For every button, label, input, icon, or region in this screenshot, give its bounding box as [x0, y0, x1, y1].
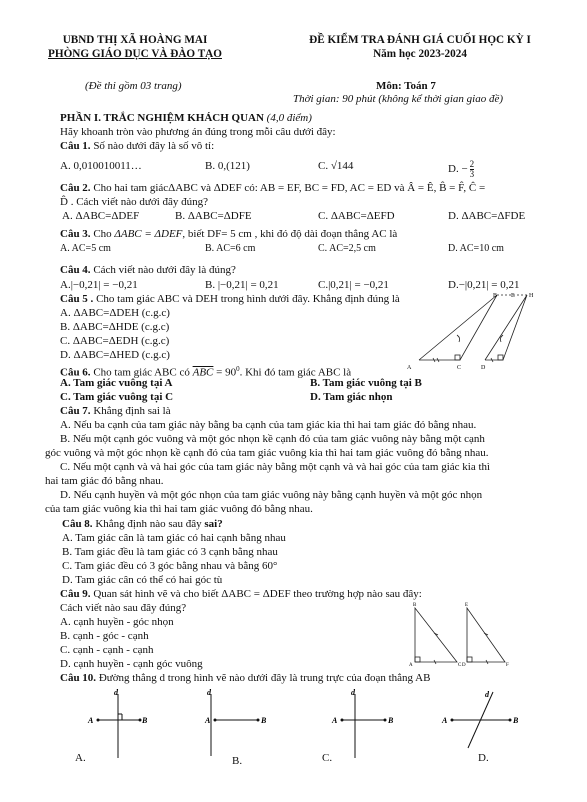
fig-c-label-d: d	[351, 688, 355, 697]
q5-option-a: A. ΔABC=ΔDEH (c.g.c)	[60, 307, 170, 319]
q10-option-b: B.	[232, 755, 243, 767]
question-9: Câu 9. Quan sát hình vẽ và cho biết ΔABC = ΔDEF theo trường hợp nào sau đây:	[60, 588, 422, 600]
subject: Môn: Toán 7	[376, 80, 436, 92]
label-A: A	[407, 365, 412, 371]
q7-option-d: D. Nếu cạnh huyền và một góc nhọn của tam giác vuông này bằng cạnh huyền và một góc nhọn	[60, 489, 483, 501]
label-B: B	[493, 293, 498, 299]
q4-option-a: A.|−0,21| = −0,21	[60, 279, 138, 291]
page-count: (Đề thi gồm 03 trang)	[85, 80, 182, 92]
question-4: Câu 4. Cách viết nào dưới đây là đúng?	[60, 264, 236, 276]
label-A: A	[409, 663, 413, 668]
part-title: PHẦN I. TRẮC NGHIỆM KHÁCH QUAN (4,0 điểm)	[60, 112, 312, 124]
label-H: H	[529, 293, 534, 299]
question-5: Câu 5 . Cho tam giác ABC và DEH trong hình dưới đây. Khẳng định đúng là	[60, 293, 400, 305]
q9-option-c: C. cạnh - cạnh - cạnh	[60, 644, 154, 656]
fig-d-label-d: d	[485, 690, 489, 699]
q5-option-c: C. ΔABC=ΔEDH (c.g.c)	[60, 335, 170, 347]
fig-d-label-B: B	[513, 716, 519, 725]
instruction: Hãy khoanh tròn vào phương án đúng trong mỗi câu dưới đây:	[60, 126, 336, 138]
q3-option-d: D. AC=10 cm	[448, 243, 504, 254]
q4-option-d: D.−|0,21| = 0,21	[448, 279, 520, 291]
fig-a-label-d: d	[114, 688, 118, 697]
q2-option-a: A. ΔABC=ΔDEF	[62, 210, 140, 222]
fig-c-label-A: A	[332, 716, 338, 725]
q6-option-b: B. Tam giác vuông tại B	[310, 377, 422, 389]
q1-option-d: D. − $\frac{2}{3}$	[448, 159, 475, 179]
triangles-figure-q5	[405, 290, 540, 372]
question-3: Câu 3. Cho ΔABC = ΔDEF, biết DF= 5 cm , khi đó độ dài đoạn thẳng AC là	[60, 228, 398, 240]
question-9-sub: Cách viết nào sau đây đúng?	[60, 602, 187, 614]
q10-option-c: C.	[322, 752, 333, 764]
q7-option-d-cont: của tam giác vuông kia thì hai tam giác vuông đó bằng nhau.	[45, 503, 313, 515]
question-1: Câu 1. Số nào dưới đây là số vô tỉ:	[60, 140, 215, 152]
fig-c-label-B: B	[388, 716, 394, 725]
org-line-1: UBND THỊ XÃ HOÀNG MAI	[62, 34, 208, 46]
q6-option-d: D. Tam giác nhọn	[310, 391, 393, 403]
question-2: Câu 2. Cho hai tam giácΔABC và ΔDEF có: AB = EF, BC = FD, AC = ED và Â = Ê, B̂ = F̂, Ĉ =	[60, 182, 486, 194]
fig-a-label-B: B	[142, 716, 148, 725]
label-E: E	[465, 603, 469, 608]
question-6: Câu 6. Cho tam giác ABC có $\overline{ABC} = 90^0$. Khi đó tam giác ABC là	[60, 365, 352, 379]
q1-option-b: B. 0,(121)	[205, 160, 250, 172]
q7-option-c-cont: hai tam giác đó bằng nhau.	[45, 475, 164, 487]
q4-option-b: B. |−0,21| = 0,21	[205, 279, 279, 291]
question-2-cont: D̂ . Cách viết nào dưới đây đúng?	[60, 196, 209, 208]
triangles-figure-q9	[405, 600, 530, 670]
label-D: D	[481, 365, 486, 371]
label-F: F	[506, 663, 509, 668]
q1-option-a: A. 0,010010011…	[60, 160, 142, 172]
q8-option-a: A. Tam giác cân là tam giác có hai cạnh bằng nhau	[62, 532, 286, 544]
q2-option-d: D. ΔABC=ΔFDE	[448, 210, 526, 222]
fig-a-label-A: A	[88, 716, 94, 725]
fig-d-label-A: A	[442, 716, 448, 725]
exam-title: ĐỀ KIỂM TRA ĐÁNH GIÁ CUỐI HỌC KỲ I	[309, 34, 531, 46]
q8-option-b: B. Tam giác đều là tam giác có 3 cạnh bằng nhau	[62, 546, 278, 558]
question-10: Câu 10. Đường thẳng d trong hình vẽ nào dưới đây là trung trực của đoạn thẳng AB	[60, 672, 431, 684]
q8-option-d: D. Tam giác cân có thể có hai góc tù	[62, 574, 223, 586]
q7-option-c: C. Nếu một cạnh và và hai góc của tam giác này bằng một cạnh và và hai góc của tam giác kia thì	[60, 461, 491, 473]
label-C: C	[457, 365, 462, 371]
question-7: Câu 7. Khẳng định sai là	[60, 405, 171, 417]
q9-option-d: D. cạnh huyền - cạnh góc vuông	[60, 658, 203, 670]
q7-option-a: A. Nếu ba cạnh của tam giác này bằng ba cạnh của tam giác kia thì hai tam giác đó bằng nhau.	[60, 419, 477, 431]
q3-option-c: C. AC=2,5 cm	[318, 243, 376, 254]
label-E: E	[511, 293, 515, 299]
time-limit: Thời gian: 90 phút (không kể thời gian giao đề)	[293, 93, 504, 105]
fig-b-label-B: B	[261, 716, 267, 725]
q6-option-a: A. Tam giác vuông tại A	[60, 377, 173, 389]
school-year: Năm học 2023-2024	[373, 48, 467, 60]
label-C: C	[458, 663, 462, 668]
q9-option-a: A. cạnh huyền - góc nhọn	[60, 616, 174, 628]
q6-option-c: C. Tam giác vuông tại C	[60, 391, 174, 403]
q2-option-b: B. ΔABC=ΔDFE	[175, 210, 252, 222]
q7-option-b-cont: góc vuông và một góc nhọn kề cạnh đó của tam giác vuông kia thì hai tam giác vuông đó bằng nhau.	[45, 447, 489, 459]
org-line-2: PHÒNG GIÁO DỤC VÀ ĐÀO TẠO	[48, 48, 222, 60]
q7-option-b: B. Nếu một cạnh góc vuông và một góc nhọn kề cạnh đó của tam giác vuông này bằng một cạnh	[60, 433, 485, 445]
q3-option-a: A. AC=5 cm	[60, 243, 111, 254]
q2-option-c: C. ΔABC=ΔEFD	[318, 210, 395, 222]
fig-b-label-A: A	[205, 716, 211, 725]
q8-option-c: C. Tam giác đều có 3 góc bằng nhau và bằng 60°	[62, 560, 278, 572]
q10-option-a: A.	[75, 752, 86, 764]
q5-option-b: B. ΔABC=ΔHDE (c.g.c)	[60, 321, 170, 333]
q1-option-c: C. √144	[318, 160, 354, 172]
q10-option-d: D.	[478, 752, 489, 764]
q5-option-d: D. ΔABC=ΔHED (c.g.c)	[60, 349, 170, 361]
perpendicular-figures-q10	[80, 686, 530, 766]
q9-option-b: B. cạnh - góc - cạnh	[60, 630, 149, 642]
label-D: D	[462, 663, 466, 668]
label-B: B	[413, 603, 417, 608]
q4-option-c: C.|0,21| = −0,21	[318, 279, 389, 291]
fig-b-label-d: d	[207, 688, 211, 697]
question-8: Câu 8. Khẳng định nào sau đây sai?	[62, 518, 223, 530]
q3-option-b: B. AC=6 cm	[205, 243, 256, 254]
